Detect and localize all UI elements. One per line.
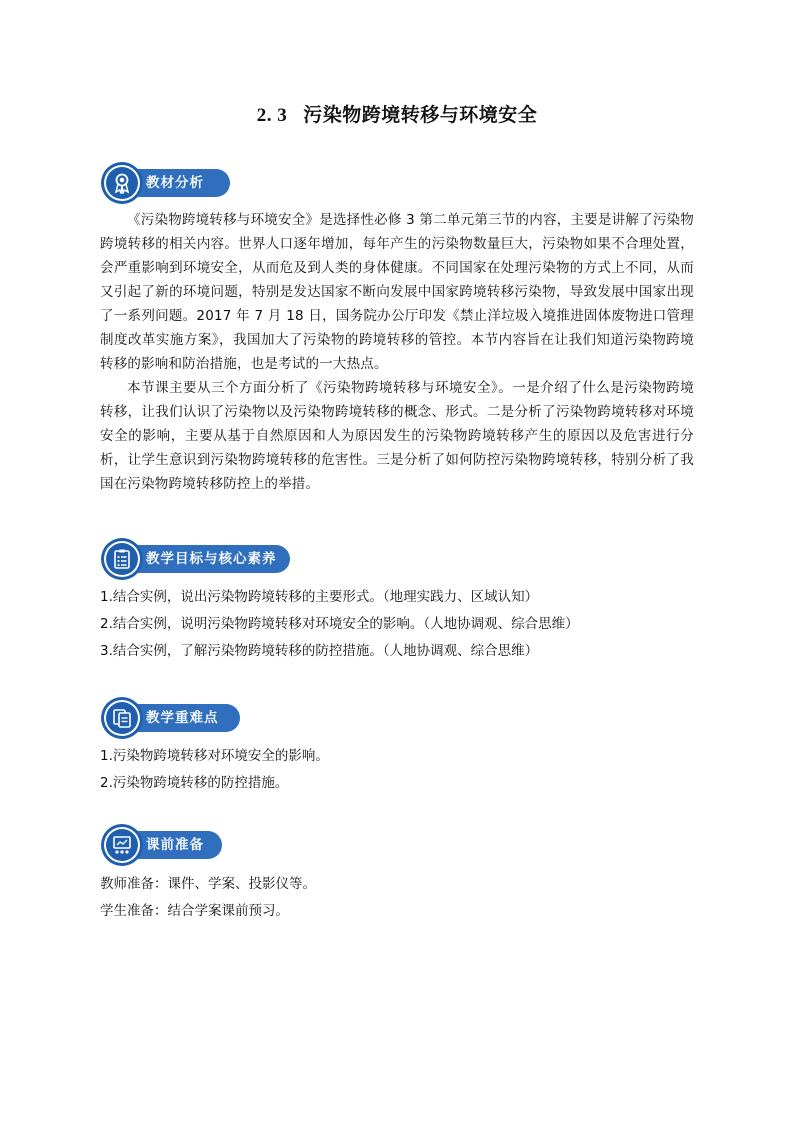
list-item: 教师准备：课件、学案、投影仪等。	[100, 876, 316, 892]
list-item: 2.污染物跨境转移的防控措施。	[100, 775, 289, 791]
paragraph: 《污染物跨境转移与环境安全》是选择性必修 3 第二单元第三节的内容，主要是讲解了污染物跨境转移的相关内容。世界人口逐年增加，每年产生的污染物数量巨大，污染物如果不合理处置，会严重影响到环境安全，从而危及到人类的身体健康。不同国家在处理污染物的方式上不同，从而又引起了新的环境问题，特别是发达国家不断向发展中国家跨境转移污染物，导致发展中国家出现了一系列问题。2017 年 7 月 18 日，国务院办公厅印发《禁止洋垃圾入境推进固体废物进口管理制度改革实施方案》，我国加大了污染物的跨境转移的管控。本节内容旨在让我们知道污染物跨境转移的影响和防治措施，也是考试的一大热点。	[100, 212, 694, 372]
list-item: 2.结合实例，说明污染物跨境转移对环境安全的影响。（人地协调观、综合思维）	[100, 616, 579, 632]
teaching-objectives-list	[100, 584, 700, 665]
list-item: 3.结合实例，了解污染物跨境转移的防控措施。（人地协调观、综合思维）	[100, 643, 539, 659]
documents-icon	[104, 700, 140, 736]
key-points-list	[100, 743, 700, 797]
section-title-text: 污染物跨境转移与环境安全	[303, 104, 538, 126]
list-item: 1.污染物跨境转移对环境安全的影响。	[100, 748, 329, 764]
section-heading: 课前准备	[146, 837, 204, 853]
section-number: 2. 3	[256, 105, 288, 126]
list-item: 1.结合实例，说出污染物跨境转移的主要形式。（地理实践力、区域认知）	[100, 589, 539, 605]
list-item: 学生准备：结合学案课前预习。	[100, 903, 289, 919]
section-heading: 教学目标与核心素养	[146, 551, 277, 567]
award-ribbon-icon	[104, 165, 140, 201]
textbook-analysis-body	[100, 208, 694, 496]
page-title	[0, 100, 794, 127]
section-heading: 教学重难点	[146, 710, 219, 726]
paragraph: 本节课主要从三个方面分析了《污染物跨境转移与环境安全》。一是介绍了什么是污染物跨境转移，让我们认识了污染物以及污染物跨境转移的概念、形式。二是分析了污染物跨境转移对环境安全的影响，主要从基于自然原因和人为原因发生的污染物跨境转移产生的原因以及危害进行分析，让学生意识到污染物跨境转移的危害性。三是分析了如何防控污染物跨境转移，特别分析了我国在污染物跨境转移防控上的举措。	[100, 380, 694, 492]
section-heading: 教材分析	[146, 175, 204, 191]
presentation-board-icon	[104, 827, 140, 863]
clipboard-list-icon	[104, 541, 140, 577]
preparation-list	[100, 871, 700, 925]
